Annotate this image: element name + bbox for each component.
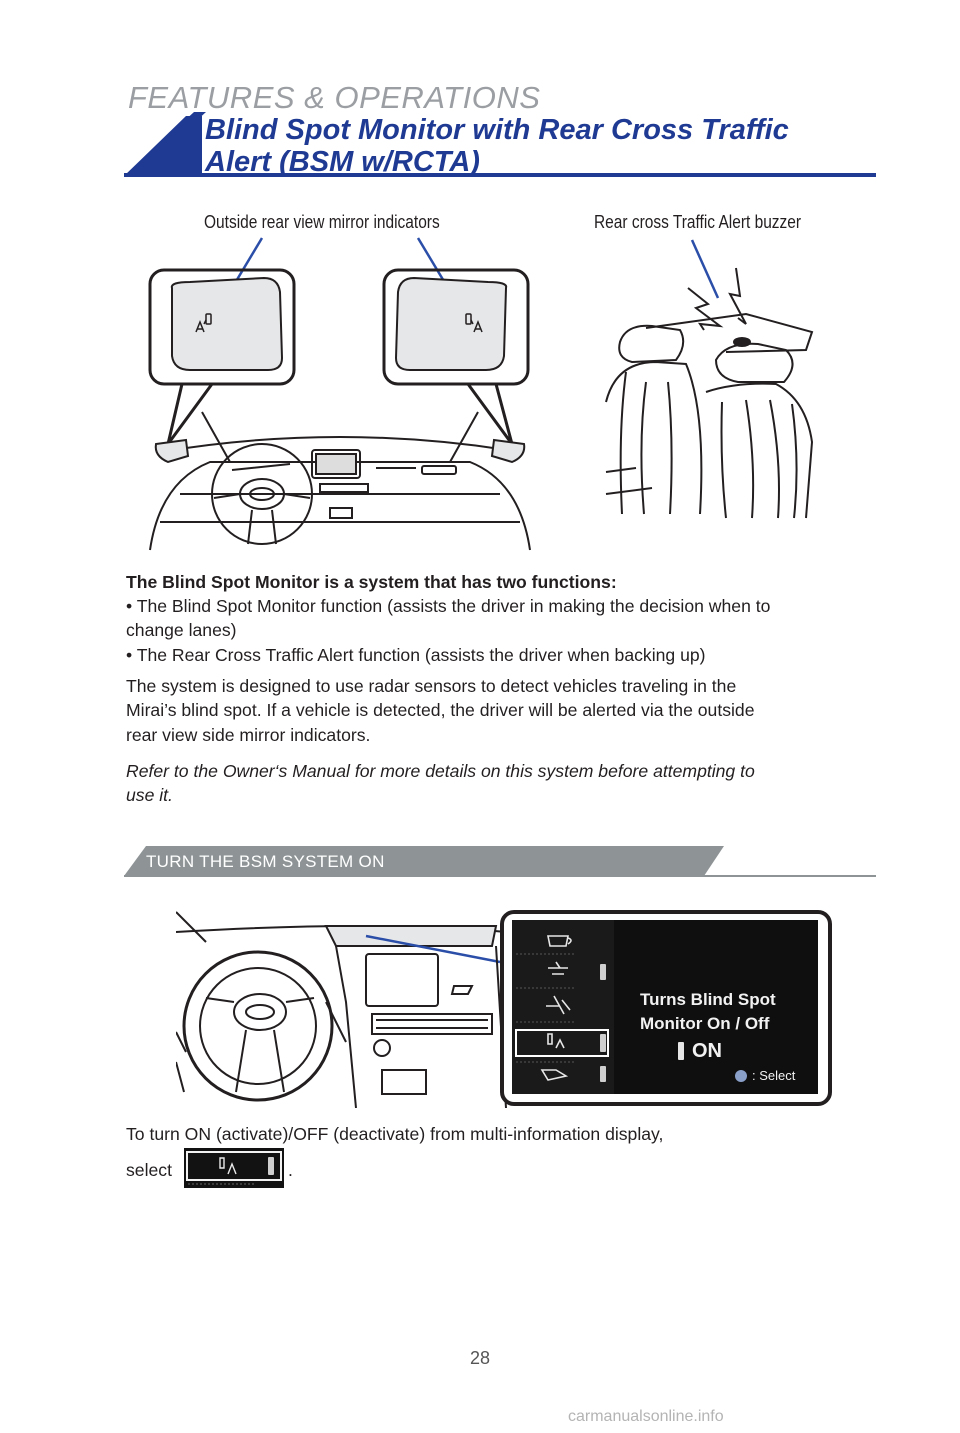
page-number: 28 (469, 1348, 491, 1368)
section-label: FEATURES & OPERATIONS (128, 80, 541, 115)
bsm-menu-item-icon (184, 1148, 284, 1188)
banner-label: TURN THE BSM SYSTEM ON (146, 852, 385, 871)
manual-note-line2: use it. (126, 785, 173, 805)
manual-note-line1: Refer to the Owner‘s Manual for more details on this system before attempting to (126, 761, 755, 781)
title-accent-block (124, 116, 202, 176)
mirror-dashboard-illustration (140, 232, 540, 552)
bullet-bsm-line2: change lanes) (126, 620, 237, 640)
bullet-rcta: • The Rear Cross Traffic Alert function (assists the driver when backing up) (126, 645, 706, 665)
rear-seat-buzzer-illustration (596, 232, 820, 522)
buzzer-callout: Rear cross Traffic Alert buzzer (594, 212, 802, 232)
display-message-line1: Turns Blind Spot (640, 990, 776, 1009)
instruction-select-word: select (126, 1160, 172, 1180)
mirror-indicator-callout: Outside rear view mirror indicators (204, 212, 440, 232)
description-line3: rear view side mirror indicators. (126, 725, 371, 745)
instruction-period: . (288, 1160, 293, 1180)
display-status-on: ON (692, 1040, 722, 1062)
description-line2: Mirai’s blind spot. If a vehicle is detected, the driver will be alerted via the outside (126, 700, 755, 720)
display-select-hint: : Select (752, 1068, 796, 1083)
intro-heading: The Blind Spot Monitor is a system that has two functions: (126, 572, 617, 592)
watermark: carmanualsonline.info (568, 1408, 724, 1425)
page-title-line1: Blind Spot Monitor with Rear Cross Traffic (205, 114, 789, 146)
bullet-bsm-line1: • The Blind Spot Monitor function (assists the driver in making the decision when to (126, 596, 771, 616)
display-message-line2: Monitor On / Off (640, 1014, 770, 1033)
page-title-line2: Alert (BSM w/RCTA) (205, 146, 480, 178)
description-line1: The system is designed to use radar sensors to detect vehicles traveling in the (126, 676, 737, 696)
instruction-line: To turn ON (activate)/OFF (deactivate) from multi-information display, (126, 1124, 664, 1144)
